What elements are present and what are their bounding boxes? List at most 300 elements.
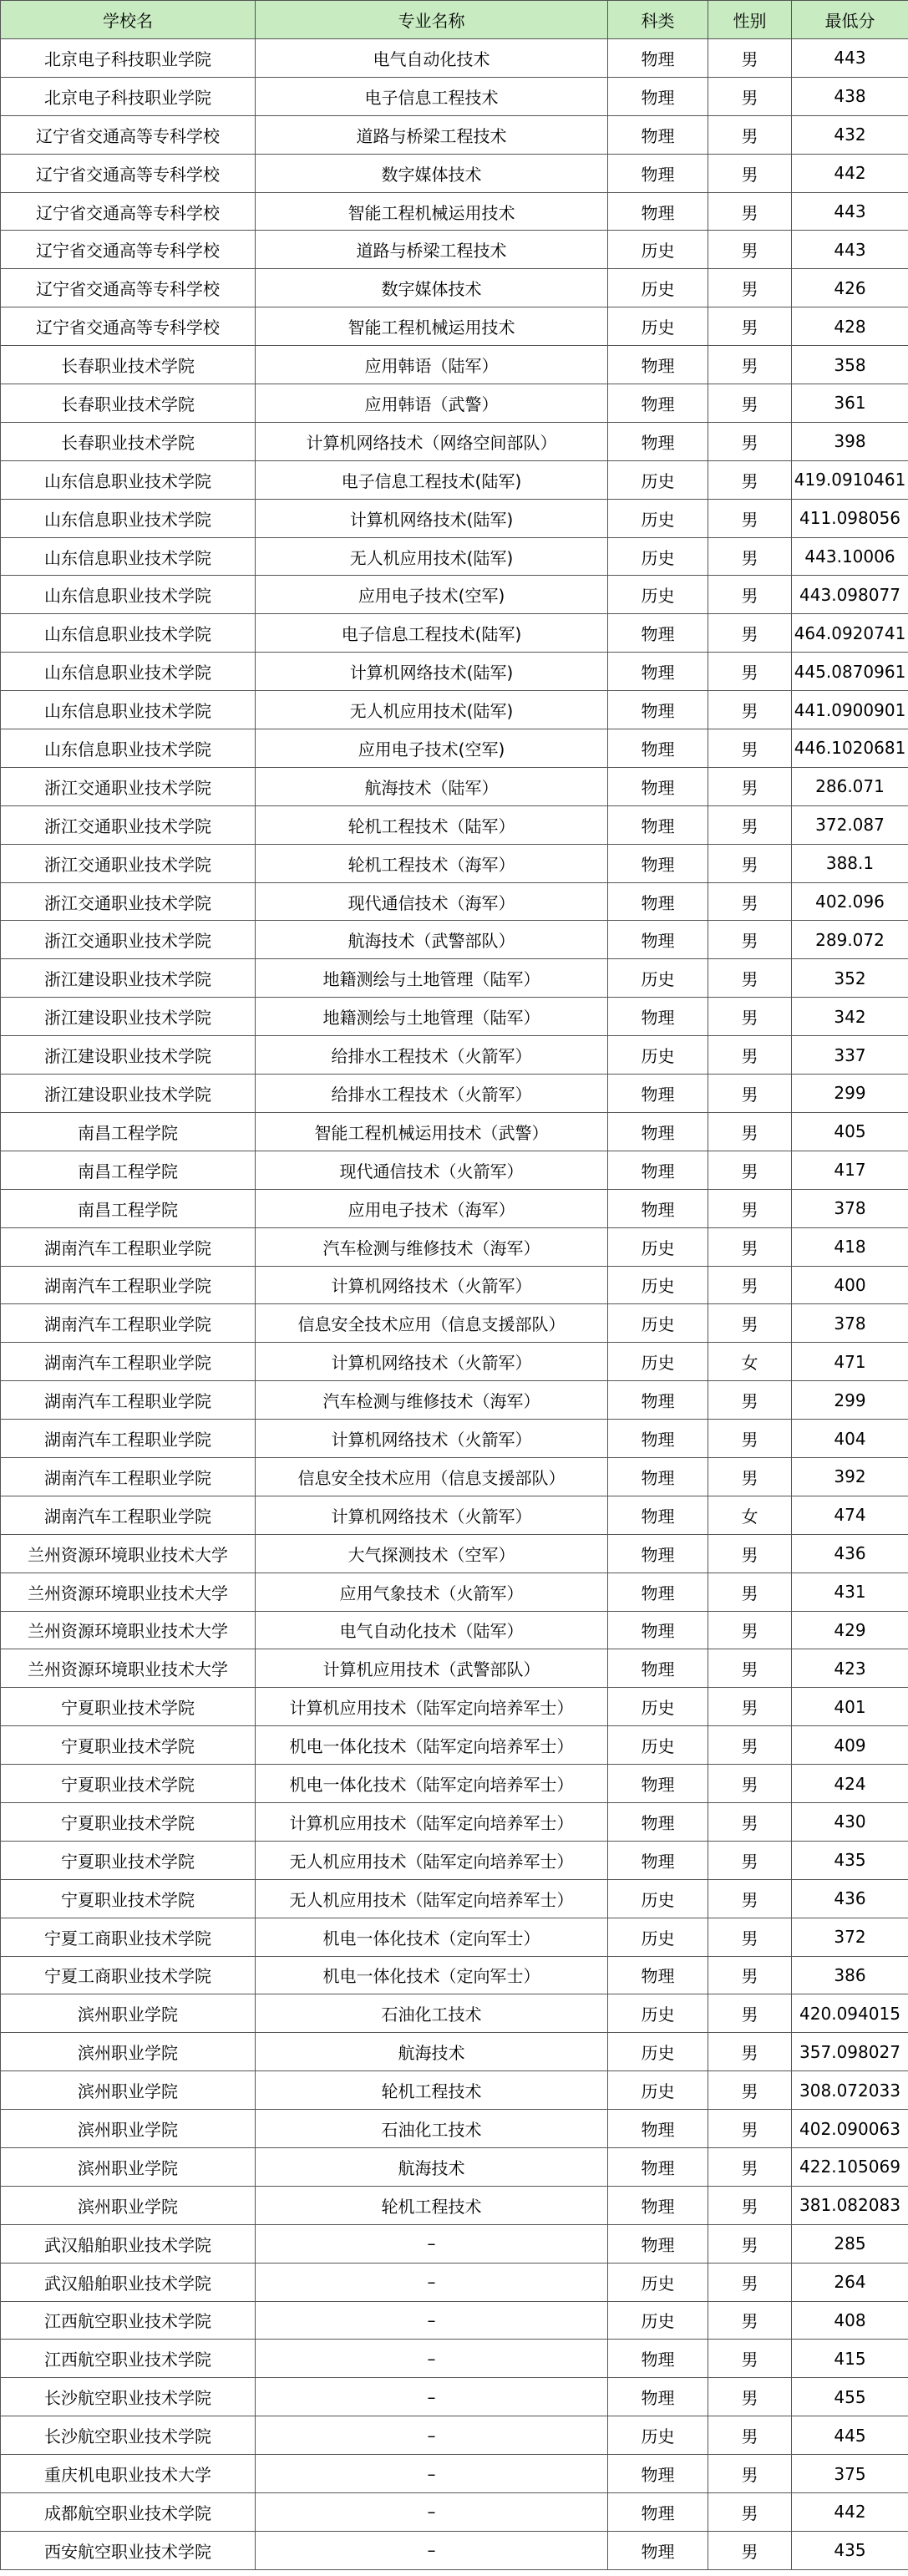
major-cell: 地籍测绘与土地管理（陆军） [256,959,608,998]
subject-cell: 物理 [608,614,708,653]
score-cell: 404 [792,1420,908,1458]
table-row [1,2301,908,2340]
table-row [1,805,908,844]
major-cell: 智能工程机械运用技术 [256,192,608,231]
table-row [1,614,908,653]
subject-cell: 历史 [608,1726,708,1765]
school-cell: 辽宁省交通高等专科学校 [1,154,256,192]
subject-cell: 物理 [608,729,708,768]
score-cell: 418 [792,1227,908,1266]
score-cell: 426 [792,269,908,307]
major-cell: 计算机网络技术（火箭军） [256,1420,608,1458]
subject-cell: 历史 [608,576,708,614]
subject-cell: 物理 [608,77,708,115]
school-cell: 兰州资源环境职业技术大学 [1,1649,256,1688]
major-cell: 给排水工程技术（火箭军） [256,1036,608,1075]
table-row [1,1189,908,1227]
school-cell: 兰州资源环境职业技术大学 [1,1611,256,1649]
gender-cell: 男 [708,2147,792,2186]
major-cell: 电子信息工程技术 [256,77,608,115]
subject-cell: 物理 [608,422,708,460]
score-cell: 464.0920741 [792,614,908,653]
score-cell: 443 [792,231,908,269]
score-cell: 446.1020681 [792,729,908,768]
subject-cell: 物理 [608,653,708,691]
table-row [1,1879,908,1918]
table-row [1,269,908,307]
subject-cell: 物理 [608,2455,708,2493]
gender-cell: 男 [708,154,792,192]
subject-cell: 历史 [608,2416,708,2455]
gender-cell: 男 [708,1227,792,1266]
table-row [1,729,908,768]
score-cell: 381.082083 [792,2186,908,2224]
subject-cell: 物理 [608,1151,708,1189]
major-cell: 无人机应用技术(陆军) [256,691,608,729]
subject-cell: 物理 [608,1841,708,1879]
major-cell: 应用电子技术（海军） [256,1189,608,1227]
table-row [1,1227,908,1266]
school-cell: 江西航空职业技术学院 [1,2340,256,2378]
table-row [1,1802,908,1841]
major-cell: 航海技术（陆军） [256,767,608,805]
subject-cell: 历史 [608,1304,708,1343]
major-cell: – [256,2340,608,2378]
school-cell: 浙江交通职业技术学院 [1,882,256,921]
table-row [1,2531,908,2569]
gender-cell: 男 [708,1649,792,1688]
gender-cell: 男 [708,691,792,729]
gender-cell: 男 [708,1151,792,1189]
major-cell: 计算机网络技术（火箭军） [256,1266,608,1304]
gender-cell: 男 [708,2493,792,2532]
major-cell: 航海技术 [256,2147,608,2186]
school-cell: 湖南汽车工程职业学院 [1,1381,256,1420]
major-cell: 现代通信技术（海军） [256,882,608,921]
school-cell: 长沙航空职业技术学院 [1,2378,256,2416]
gender-cell: 男 [708,2110,792,2148]
gender-cell: 男 [708,805,792,844]
gender-cell: 男 [708,614,792,653]
table-row [1,537,908,576]
subject-cell: 物理 [608,2378,708,2416]
score-cell: 423 [792,1649,908,1688]
table-row [1,1726,908,1765]
major-cell: 信息安全技术应用（信息支援部队） [256,1304,608,1343]
subject-cell: 物理 [608,882,708,921]
subject-cell: 历史 [608,231,708,269]
table-row [1,499,908,537]
major-cell: 计算机应用技术（武警部队） [256,1649,608,1688]
gender-cell: 男 [708,2071,792,2110]
school-cell: 宁夏职业技术学院 [1,1765,256,1803]
gender-cell: 男 [708,1573,792,1611]
table-row [1,1841,908,1879]
major-cell: 机电一体化技术（陆军定向培养军士） [256,1726,608,1765]
score-cell: 408 [792,2301,908,2340]
gender-cell: 男 [708,1956,792,1994]
major-cell: 机电一体化技术（定向军士） [256,1918,608,1956]
school-cell: 北京电子科技职业学院 [1,39,256,78]
score-cell: 337 [792,1036,908,1075]
score-cell: 264 [792,2263,908,2301]
subject-cell: 物理 [608,1534,708,1573]
score-cell: 299 [792,1381,908,1420]
score-cell: 438 [792,77,908,115]
gender-cell: 男 [708,1534,792,1573]
table-row [1,1075,908,1113]
subject-cell: 物理 [608,2493,708,2532]
school-cell: 湖南汽车工程职业学院 [1,1343,256,1381]
major-cell: 轮机工程技术（陆军） [256,805,608,844]
subject-cell: 物理 [608,998,708,1036]
table-row [1,422,908,460]
subject-cell: 历史 [608,499,708,537]
score-cell: 443.10006 [792,537,908,576]
subject-cell: 物理 [608,2186,708,2224]
table-row [1,460,908,499]
school-cell: 山东信息职业技术学院 [1,691,256,729]
major-cell: 数字媒体技术 [256,154,608,192]
school-cell: 宁夏职业技术学院 [1,1726,256,1765]
table-row [1,2110,908,2148]
subject-cell: 历史 [608,2071,708,2110]
school-cell: 辽宁省交通高等专科学校 [1,231,256,269]
gender-cell: 男 [708,2033,792,2071]
subject-cell: 物理 [608,1075,708,1113]
school-cell: 长沙航空职业技术学院 [1,2416,256,2455]
subject-cell: 物理 [608,1496,708,1534]
gender-cell: 男 [708,1611,792,1649]
table-row [1,346,908,384]
school-cell: 宁夏职业技术学院 [1,1688,256,1726]
school-cell: 滨州职业学院 [1,2147,256,2186]
subject-cell: 物理 [608,154,708,192]
score-cell: 445 [792,2416,908,2455]
gender-cell: 男 [708,2455,792,2493]
school-cell: 辽宁省交通高等专科学校 [1,307,256,346]
major-cell: 应用气象技术（火箭军） [256,1573,608,1611]
gender-cell: 男 [708,1457,792,1496]
table-row [1,1151,908,1189]
table-row [1,39,908,78]
score-cell: 378 [792,1189,908,1227]
score-cell: 308.072033 [792,2071,908,2110]
school-cell: 宁夏职业技术学院 [1,1879,256,1918]
school-cell: 浙江建设职业技术学院 [1,1036,256,1075]
major-cell: 应用韩语（武警） [256,384,608,423]
gender-cell: 男 [708,422,792,460]
table-row [1,307,908,346]
gender-cell: 男 [708,882,792,921]
table-row [1,959,908,998]
major-cell: 应用韩语（陆军） [256,346,608,384]
score-cell: 474 [792,1496,908,1534]
subject-cell: 历史 [608,1994,708,2033]
table-row [1,154,908,192]
major-cell: 数字媒体技术 [256,269,608,307]
school-cell: 浙江建设职业技术学院 [1,959,256,998]
subject-cell: 物理 [608,1457,708,1496]
score-cell: 435 [792,1841,908,1879]
score-cell: 436 [792,1879,908,1918]
table-row [1,767,908,805]
table-row [1,998,908,1036]
table-row [1,1611,908,1649]
table-row [1,2224,908,2263]
school-cell: 南昌工程学院 [1,1189,256,1227]
gender-cell: 男 [708,1994,792,2033]
school-cell: 湖南汽车工程职业学院 [1,1457,256,1496]
subject-cell: 物理 [608,1112,708,1151]
school-cell: 辽宁省交通高等专科学校 [1,269,256,307]
school-cell: 宁夏职业技术学院 [1,1802,256,1841]
major-cell: 无人机应用技术(陆军) [256,537,608,576]
major-cell: – [256,2263,608,2301]
school-cell: 山东信息职业技术学院 [1,653,256,691]
score-cell: 435 [792,2531,908,2569]
school-cell: 武汉船舶职业技术学院 [1,2263,256,2301]
table-row [1,1457,908,1496]
school-cell: 武汉船舶职业技术学院 [1,2224,256,2263]
table-row [1,1112,908,1151]
score-cell: 378 [792,1304,908,1343]
table-row [1,1649,908,1688]
score-cell: 372 [792,1918,908,1956]
subject-cell: 物理 [608,921,708,959]
table-row [1,115,908,154]
header-subject: 科类 [608,1,708,39]
major-cell: 计算机网络技术(陆军) [256,653,608,691]
subject-cell: 物理 [608,691,708,729]
score-cell: 388.1 [792,844,908,882]
score-cell: 361 [792,384,908,423]
table-row [1,2493,908,2532]
major-cell: 计算机网络技术(陆军) [256,499,608,537]
major-cell: 应用电子技术(空军) [256,576,608,614]
score-cell: 375 [792,2455,908,2493]
major-cell: 计算机应用技术（陆军定向培养军士） [256,1688,608,1726]
gender-cell: 男 [708,998,792,1036]
gender-cell: 男 [708,2340,792,2378]
school-cell: 宁夏工商职业技术学院 [1,1918,256,1956]
gender-cell: 男 [708,307,792,346]
table-row [1,1304,908,1343]
school-cell: 浙江建设职业技术学院 [1,998,256,1036]
table-row [1,1266,908,1304]
score-cell: 420.094015 [792,1994,908,2033]
subject-cell: 物理 [608,1649,708,1688]
score-cell: 471 [792,1343,908,1381]
subject-cell: 历史 [608,959,708,998]
subject-cell: 物理 [608,39,708,78]
score-cell: 424 [792,1765,908,1803]
gender-cell: 男 [708,537,792,576]
gender-cell: 男 [708,192,792,231]
school-cell: 长春职业技术学院 [1,346,256,384]
school-cell: 湖南汽车工程职业学院 [1,1420,256,1458]
score-cell: 445.0870961 [792,653,908,691]
gender-cell: 男 [708,1726,792,1765]
school-cell: 浙江建设职业技术学院 [1,1075,256,1113]
subject-cell: 物理 [608,767,708,805]
gender-cell: 男 [708,1189,792,1227]
school-cell: 山东信息职业技术学院 [1,537,256,576]
subject-cell: 历史 [608,1879,708,1918]
gender-cell: 男 [708,959,792,998]
subject-cell: 历史 [608,2033,708,2071]
header-row [1,1,908,39]
gender-cell: 男 [708,653,792,691]
table-row [1,1956,908,1994]
school-cell: 江西航空职业技术学院 [1,2301,256,2340]
school-cell: 重庆机电职业技术大学 [1,2455,256,2493]
table-row [1,2033,908,2071]
table-header [1,1,908,39]
gender-cell: 男 [708,460,792,499]
table-row [1,2455,908,2493]
major-cell: 计算机网络技术（火箭军） [256,1343,608,1381]
major-cell: 道路与桥梁工程技术 [256,115,608,154]
major-cell: 电子信息工程技术(陆军) [256,614,608,653]
score-cell: 402.090063 [792,2110,908,2148]
subject-cell: 物理 [608,1189,708,1227]
school-cell: 长春职业技术学院 [1,422,256,460]
major-cell: 计算机网络技术（网络空间部队） [256,422,608,460]
table-row [1,1381,908,1420]
subject-cell: 物理 [608,115,708,154]
subject-cell: 历史 [608,537,708,576]
subject-cell: 历史 [608,1918,708,1956]
school-cell: 湖南汽车工程职业学院 [1,1266,256,1304]
major-cell: 航海技术 [256,2033,608,2071]
major-cell: 无人机应用技术（陆军定向培养军士） [256,1841,608,1879]
table-row [1,2416,908,2455]
table-row [1,2186,908,2224]
score-cell: 342 [792,998,908,1036]
major-cell: 电气自动化技术 [256,39,608,78]
score-cell: 358 [792,346,908,384]
subject-cell: 历史 [608,460,708,499]
gender-cell: 男 [708,1802,792,1841]
subject-cell: 物理 [608,2110,708,2148]
subject-cell: 物理 [608,1765,708,1803]
school-cell: 宁夏职业技术学院 [1,1841,256,1879]
table-row [1,1573,908,1611]
table-row [1,1496,908,1534]
subject-cell: 物理 [608,346,708,384]
subject-cell: 物理 [608,2147,708,2186]
subject-cell: 物理 [608,2531,708,2569]
score-cell: 419.0910461 [792,460,908,499]
school-cell: 南昌工程学院 [1,1112,256,1151]
major-cell: – [256,2493,608,2532]
school-cell: 山东信息职业技术学院 [1,614,256,653]
subject-cell: 历史 [608,1266,708,1304]
school-cell: 山东信息职业技术学院 [1,499,256,537]
school-cell: 山东信息职业技术学院 [1,460,256,499]
subject-cell: 物理 [608,844,708,882]
table-row [1,1420,908,1458]
school-cell: 浙江交通职业技术学院 [1,767,256,805]
table-row [1,77,908,115]
score-cell: 405 [792,1112,908,1151]
table-row [1,2263,908,2301]
score-cell: 285 [792,2224,908,2263]
table-row [1,1918,908,1956]
gender-cell: 男 [708,269,792,307]
major-cell: 无人机应用技术（陆军定向培养军士） [256,1879,608,1918]
subject-cell: 物理 [608,384,708,423]
gender-cell: 男 [708,2531,792,2569]
major-cell: 现代通信技术（火箭军） [256,1151,608,1189]
major-cell: – [256,2224,608,2263]
gender-cell: 男 [708,1420,792,1458]
major-cell: – [256,2416,608,2455]
major-cell: – [256,2455,608,2493]
gender-cell: 男 [708,921,792,959]
school-cell: 山东信息职业技术学院 [1,576,256,614]
subject-cell: 物理 [608,2224,708,2263]
school-cell: 长春职业技术学院 [1,384,256,423]
gender-cell: 男 [708,2416,792,2455]
major-cell: 轮机工程技术 [256,2071,608,2110]
score-cell: 289.072 [792,921,908,959]
major-cell: 汽车检测与维修技术（海军） [256,1381,608,1420]
school-cell: 湖南汽车工程职业学院 [1,1496,256,1534]
major-cell: 给排水工程技术（火箭军） [256,1075,608,1113]
gender-cell: 男 [708,2224,792,2263]
table-row [1,2340,908,2378]
gender-cell: 男 [708,1688,792,1726]
school-cell: 辽宁省交通高等专科学校 [1,115,256,154]
gender-cell: 男 [708,384,792,423]
table-row [1,231,908,269]
subject-cell: 历史 [608,1688,708,1726]
major-cell: 航海技术（武警部队） [256,921,608,959]
gender-cell: 男 [708,1112,792,1151]
gender-cell: 女 [708,1343,792,1381]
score-cell: 432 [792,115,908,154]
major-cell: 应用电子技术(空军) [256,729,608,768]
school-cell: 北京电子科技职业学院 [1,77,256,115]
gender-cell: 男 [708,77,792,115]
subject-cell: 历史 [608,2263,708,2301]
major-cell: 道路与桥梁工程技术 [256,231,608,269]
school-cell: 西安航空职业技术学院 [1,2531,256,2569]
major-cell: 轮机工程技术 [256,2186,608,2224]
major-cell: – [256,2301,608,2340]
gender-cell: 男 [708,1304,792,1343]
score-cell: 401 [792,1688,908,1726]
major-cell: 电子信息工程技术(陆军) [256,460,608,499]
table-row [1,844,908,882]
major-cell: 计算机网络技术（火箭军） [256,1496,608,1534]
score-cell: 400 [792,1266,908,1304]
major-cell: 智能工程机械运用技术 [256,307,608,346]
header-school: 学校名 [1,1,256,39]
gender-cell: 男 [708,499,792,537]
major-cell: 轮机工程技术（海军） [256,844,608,882]
gender-cell: 男 [708,1075,792,1113]
gender-cell: 男 [708,844,792,882]
header-gender: 性别 [708,1,792,39]
gender-cell: 男 [708,2186,792,2224]
major-cell: 机电一体化技术（陆军定向培养军士） [256,1765,608,1803]
school-cell: 山东信息职业技术学院 [1,729,256,768]
gender-cell: 男 [708,2263,792,2301]
gender-cell: 男 [708,1879,792,1918]
